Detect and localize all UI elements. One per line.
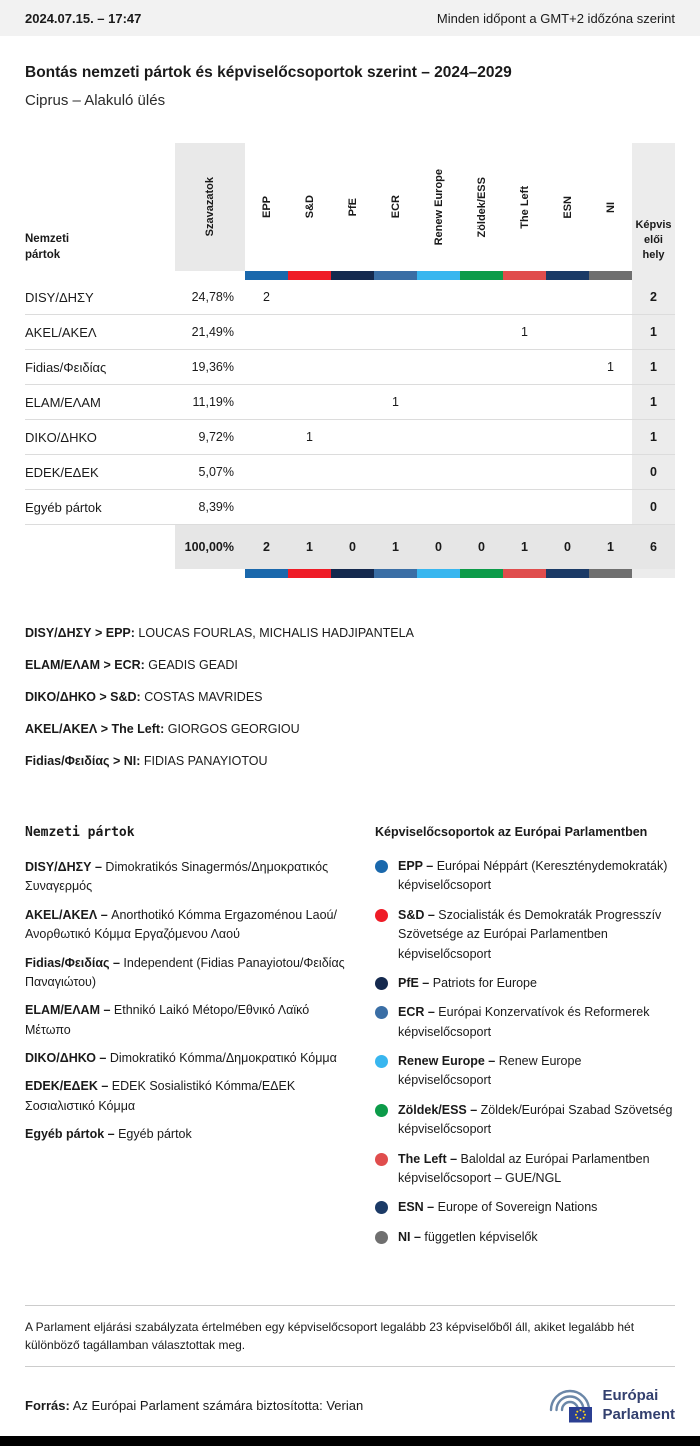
total-group-cell: 1 — [374, 525, 417, 570]
votes-cell: 9,72% — [175, 420, 245, 455]
group-seat-cell — [245, 490, 288, 525]
votes-cell: 11,19% — [175, 385, 245, 420]
party-name: Fidias/Φειδίας — [25, 350, 175, 385]
results-table-grid — [25, 143, 675, 578]
group-legend-item — [375, 974, 675, 993]
group-legend-item — [375, 1003, 675, 1042]
group-seat-cell — [374, 280, 417, 315]
total-row — [25, 525, 675, 570]
group-seat-cell — [546, 315, 589, 350]
timezone-note: Minden időpont a GMT+2 időzóna szerint — [436, 10, 675, 26]
group-color-dot — [375, 1201, 388, 1214]
group-seat-cell — [245, 455, 288, 490]
group-seat-cell — [460, 420, 503, 455]
source-text: Az Európai Parlament számára biztosította: Verian — [72, 1398, 364, 1413]
total-group-cell: 1 — [503, 525, 546, 570]
results-table — [25, 143, 675, 578]
group-seat-cell — [417, 420, 460, 455]
votes-header: Szavazatok — [175, 143, 245, 271]
group-seat-cell: 1 — [288, 420, 331, 455]
group-legend-item — [375, 906, 675, 964]
group-seat-cell — [374, 455, 417, 490]
table-row — [25, 350, 675, 385]
group-colorbar-greens — [460, 271, 503, 280]
group-seat-cell — [288, 315, 331, 350]
page-subtitle: Ciprus – Alakuló ülés — [25, 92, 166, 109]
group-seat-cell — [245, 315, 288, 350]
group-header-left: The Left — [518, 185, 531, 229]
group-color-dot — [375, 909, 388, 922]
table-row — [25, 490, 675, 525]
party-legend-item: EDEK/ΕΔΕΚ – EDEK Sosialistikó Kómma/ΕΔΕΚ Σοσιαλιστικό Κόμμα — [25, 1079, 296, 1113]
party-name: ELAM/ΕΛΑΜ — [25, 385, 175, 420]
group-seat-cell — [245, 420, 288, 455]
group-legend-item — [375, 1228, 675, 1247]
group-seat-cell: 1 — [589, 350, 632, 385]
group-legend-text: Renew Europe – Renew Europe képviselőcsoport — [398, 1054, 582, 1088]
datetime: 2024.07.15. – 17:47 — [25, 10, 142, 26]
group-colorbar-row — [25, 569, 675, 578]
group-seat-cell — [417, 490, 460, 525]
group-seat-cell — [546, 455, 589, 490]
group-seat-cell — [460, 315, 503, 350]
parties-legend-items — [25, 858, 347, 1145]
group-seat-cell — [288, 455, 331, 490]
group-seat-cell — [374, 350, 417, 385]
seats-cell: 1 — [632, 420, 675, 455]
group-colorbar-esn — [546, 271, 589, 280]
party-name: EDEK/ΕΔΕΚ — [25, 455, 175, 490]
group-header-epp: EPP — [260, 195, 273, 218]
votes-cell: 21,49% — [175, 315, 245, 350]
groups-legend-items — [375, 857, 675, 1247]
group-color-dot — [375, 1006, 388, 1019]
source-row — [25, 1381, 675, 1436]
party-name: DIKO/ΔΗΚΟ — [25, 420, 175, 455]
group-header-esn: ESN — [561, 195, 574, 219]
group-legend-text: ESN – Europe of Sovereign Nations — [398, 1200, 598, 1215]
delegation-line: Fidias/Φειδίας > NI: FIDIAS PANAYIOTOU — [25, 754, 268, 768]
group-seat-cell — [417, 385, 460, 420]
bottom-black-bar — [0, 1436, 700, 1446]
group-seat-cell — [417, 350, 460, 385]
group-seat-cell — [417, 315, 460, 350]
group-seat-cell — [589, 455, 632, 490]
party-name: AKEL/ΑΚΕΛ — [25, 315, 175, 350]
groups-legend — [375, 825, 675, 1257]
delegation-line: DIKO/ΔΗΚΟ > S&D: COSTAS MAVRIDES — [25, 690, 263, 704]
group-seat-cell: 2 — [245, 280, 288, 315]
group-colorbar-sd — [288, 271, 331, 280]
group-colorbar-renew — [417, 271, 460, 280]
group-header-renew: Renew Europe — [432, 168, 445, 246]
group-colorbar-greens — [460, 569, 503, 578]
group-header-pfe: PfE — [346, 197, 359, 217]
legend-section — [25, 825, 675, 1257]
group-seat-cell — [460, 280, 503, 315]
group-seat-cell — [374, 490, 417, 525]
group-seat-cell — [288, 280, 331, 315]
group-colorbar-esn — [546, 569, 589, 578]
table-row — [25, 455, 675, 490]
party-legend-item: ELAM/ΕΛΑΜ – Ethnikó Laikó Métopo/Εθνικό Λαϊκό Μέτωπο — [25, 1003, 310, 1037]
seats-cell: 0 — [632, 490, 675, 525]
group-legend-text: S&D – Szocialisták és Demokraták Progresszív Szövetsége az Európai Parlamentben képviselőcsoport — [398, 907, 662, 961]
ep-logo-text — [602, 1387, 675, 1425]
ep-logo-line1: Európai — [602, 1386, 659, 1404]
votes-cell: 5,07% — [175, 455, 245, 490]
group-legend-item — [375, 1150, 675, 1189]
group-seat-cell — [503, 420, 546, 455]
group-color-dot — [375, 1231, 388, 1244]
seats-cell: 1 — [632, 315, 675, 350]
group-header-greens: Zöldek/ESS — [475, 176, 488, 238]
party-legend-item: AKEL/ΑΚΕΛ – Anorthotikó Kómma Ergazoménou Laoú/Ανορθωτικό Κόμμα Εργαζόμενου Λαού — [25, 907, 337, 942]
party-name: DISY/ΔΗΣΥ — [25, 280, 175, 315]
source-line — [25, 1398, 363, 1413]
total-group-cell: 0 — [546, 525, 589, 570]
table-row — [25, 315, 675, 350]
group-seat-cell — [460, 385, 503, 420]
group-seat-cell — [331, 490, 374, 525]
group-colorbar-ecr — [374, 271, 417, 280]
total-group-cell: 2 — [245, 525, 288, 570]
group-seat-cell — [460, 350, 503, 385]
group-colorbar-pfe — [331, 271, 374, 280]
group-seat-cell — [546, 350, 589, 385]
table-row — [25, 420, 675, 455]
group-header-ni: NI — [604, 201, 617, 213]
group-seat-cell — [288, 385, 331, 420]
group-seat-cell — [417, 455, 460, 490]
group-seat-cell — [374, 315, 417, 350]
ep-hemicycle-icon — [546, 1381, 594, 1430]
delegation-list — [25, 626, 675, 769]
total-votes: 100,00% — [175, 525, 245, 570]
group-seat-cell — [589, 420, 632, 455]
votes-cell: 8,39% — [175, 490, 245, 525]
group-seat-cell — [331, 350, 374, 385]
parties-legend — [25, 825, 375, 1257]
seats-cell: 1 — [632, 350, 675, 385]
group-seat-cell — [331, 315, 374, 350]
group-legend-text: PfE – Patriots for Europe — [398, 975, 537, 990]
group-colorbar-row — [25, 271, 675, 280]
total-group-cell: 1 — [589, 525, 632, 570]
parties-legend-heading: Nemzeti pártok — [25, 825, 135, 840]
group-legend-item — [375, 857, 675, 896]
group-colorbar-epp — [245, 271, 288, 280]
total-group-cell: 0 — [417, 525, 460, 570]
total-seats: 6 — [632, 525, 675, 570]
group-colorbar-left — [503, 271, 546, 280]
group-seat-cell — [503, 385, 546, 420]
content — [0, 36, 700, 1436]
group-colorbar-renew — [417, 569, 460, 578]
group-seat-cell — [503, 490, 546, 525]
group-seat-cell — [503, 280, 546, 315]
votes-cell: 24,78% — [175, 280, 245, 315]
total-group-cell: 0 — [460, 525, 503, 570]
group-seat-cell — [589, 385, 632, 420]
group-legend-item — [375, 1101, 675, 1140]
group-seat-cell — [460, 490, 503, 525]
source-label: Forrás: — [25, 1398, 70, 1413]
group-seat-cell — [374, 420, 417, 455]
group-colorbar-epp — [245, 569, 288, 578]
group-seat-cell — [546, 385, 589, 420]
party-legend-item: DISY/ΔΗΣΥ – Dimokratikós Sinagermós/Δημοκρατικός Συναγερμός — [25, 860, 329, 894]
group-colorbar-pfe — [331, 569, 374, 578]
group-seat-cell — [331, 385, 374, 420]
votes-cell: 19,36% — [175, 350, 245, 385]
seats-cell: 1 — [632, 385, 675, 420]
delegation-line: ELAM/ΕΛΑΜ > ECR: GEADIS GEADI — [25, 658, 238, 672]
ep-logo[interactable] — [546, 1381, 675, 1430]
group-colorbar-left — [503, 569, 546, 578]
row-header: Nemzeti pártok — [25, 232, 70, 261]
group-seat-cell — [460, 455, 503, 490]
seats-cell: 0 — [632, 455, 675, 490]
group-color-dot — [375, 1153, 388, 1166]
group-seat-cell — [589, 280, 632, 315]
group-seat-cell — [331, 280, 374, 315]
table-row — [25, 385, 675, 420]
group-seat-cell — [417, 280, 460, 315]
group-seat-cell: 1 — [374, 385, 417, 420]
group-legend-text: ECR – Európai Konzervatívok és Reformerek képviselőcsoport — [398, 1005, 650, 1039]
seats-cell: 2 — [632, 280, 675, 315]
party-legend-item: DIKO/ΔΗΚΟ – Dimokratikó Kómma/Δημοκρατικό Κόμμα — [25, 1051, 337, 1065]
group-seat-cell — [503, 350, 546, 385]
party-legend-item: Egyéb pártok – Egyéb pártok — [25, 1127, 192, 1142]
group-legend-text: The Left – Baloldal az Európai Parlamentben képviselőcsoport – GUE/NGL — [398, 1151, 650, 1185]
party-name: Egyéb pártok — [25, 490, 175, 525]
group-seat-cell — [288, 490, 331, 525]
group-seat-cell — [245, 385, 288, 420]
group-seat-cell — [546, 280, 589, 315]
group-seat-cell — [589, 315, 632, 350]
group-seat-cell: 1 — [503, 315, 546, 350]
group-legend-text: Zöldek/ESS – Zöldek/Európai Szabad Szövetség képviselőcsoport — [398, 1102, 673, 1137]
group-legend-item — [375, 1052, 675, 1091]
page-title: Bontás nemzeti pártok és képviselőcsoportok szerint – 2024–2029 — [25, 64, 512, 81]
group-seat-cell — [331, 420, 374, 455]
group-color-dot — [375, 1055, 388, 1068]
delegation-line: AKEL/ΑΚΕΛ > The Left: GIORGOS GEORGIOU — [25, 722, 300, 736]
group-header-ecr: ECR — [389, 195, 402, 219]
group-color-dot — [375, 860, 388, 873]
ep-logo-line2: Parlament — [602, 1405, 675, 1423]
group-colorbar-sd — [288, 569, 331, 578]
group-seat-cell — [589, 490, 632, 525]
group-legend-text: NI – független képviselők — [398, 1229, 538, 1244]
group-header-sd: S&D — [303, 195, 316, 219]
group-color-dot — [375, 1104, 388, 1117]
group-colorbar-ni — [589, 569, 632, 578]
group-seat-cell — [331, 455, 374, 490]
group-legend-item — [375, 1198, 675, 1217]
group-seat-cell — [503, 455, 546, 490]
group-seat-cell — [546, 490, 589, 525]
total-group-cell: 0 — [331, 525, 374, 570]
delegation-line: DISY/ΔΗΣΥ > EPP: LOUCAS FOURLAS, MICHALIS HADJIPANTELA — [25, 626, 414, 640]
group-colorbar-ni — [589, 271, 632, 280]
group-colorbar-ecr — [374, 569, 417, 578]
footnote: A Parlament eljárási szabályzata értelmében egy képviselőcsoport legalább 23 képviselőből áll, akiket legalább hét különböző tagállamban választottak meg. — [25, 1305, 675, 1367]
group-seat-cell — [546, 420, 589, 455]
party-legend-item: Fidias/Φειδίας – Independent (Fidias Panayiotou/Φειδίας Παναγιώτου) — [25, 955, 345, 989]
group-legend-text: EPP – Európai Néppárt (Kereszténydemokraták) képviselőcsoport — [398, 859, 668, 893]
seats-header: Képviselői hely — [632, 143, 675, 271]
group-seat-cell — [245, 350, 288, 385]
total-group-cell: 1 — [288, 525, 331, 570]
groups-legend-heading: Képviselőcsoportok az Európai Parlamentben — [375, 825, 648, 839]
table-header-row — [25, 143, 675, 271]
table-row — [25, 280, 675, 315]
group-color-dot — [375, 977, 388, 990]
top-bar — [0, 0, 700, 36]
group-seat-cell — [288, 350, 331, 385]
